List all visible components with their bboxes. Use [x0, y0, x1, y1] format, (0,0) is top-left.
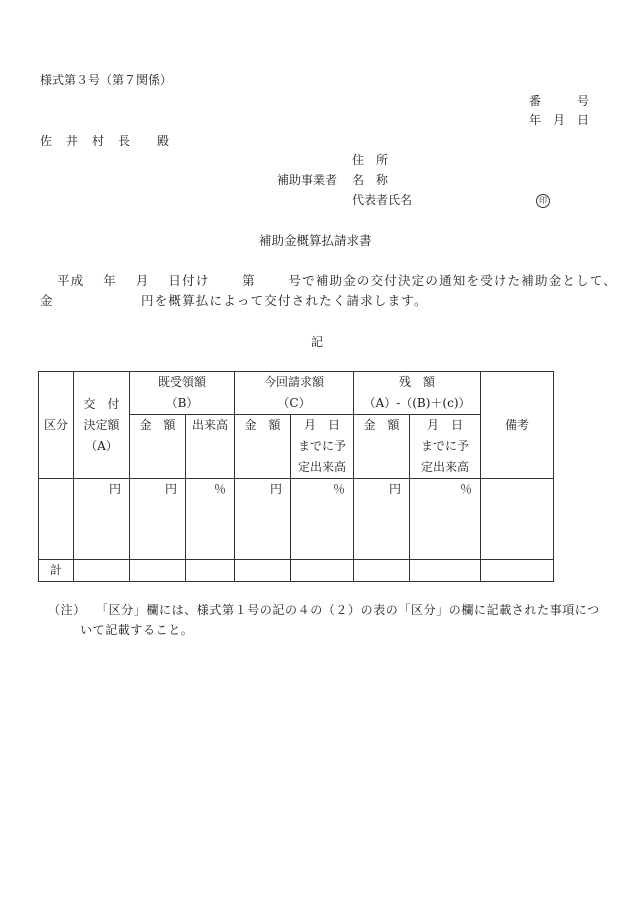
- kofu-header: [74, 415, 130, 479]
- zan-yotei-line3: 定出来高: [421, 460, 470, 474]
- note-label: （注）: [48, 603, 86, 617]
- address-label: 住 所: [352, 153, 389, 167]
- kiju-title: 既受領額: [158, 375, 207, 389]
- zan-yotei-line1: 月 日: [427, 418, 464, 432]
- zan-yotei-line2: までに予: [421, 439, 470, 453]
- kofu-header-top: [74, 372, 130, 415]
- konkai-kingaku-unit: 円: [235, 479, 291, 560]
- date-label: 年 月 日: [529, 113, 590, 127]
- total-zan-yotei: [410, 560, 481, 582]
- amount-prefix: 金: [40, 293, 54, 308]
- biko-cell: [481, 479, 554, 560]
- table-row: [39, 479, 554, 560]
- request-body-line2: 円を概算払によって交付されたく請求します。: [141, 293, 428, 308]
- kiju-kingaku-header: 金 額: [130, 415, 186, 479]
- konkai-kingaku-header: 金 額: [235, 415, 291, 479]
- kubun-cell: [39, 479, 74, 560]
- total-kiju-dekidaka: [186, 560, 235, 582]
- total-kiju-kingaku: [130, 560, 186, 582]
- zan-kingaku-unit: 円: [354, 479, 410, 560]
- kofu-label-line3: （A）: [85, 438, 118, 453]
- name-label: 名 称: [352, 173, 389, 187]
- kiju-code: （B）: [165, 396, 199, 410]
- request-body-line1: 平成 年 月 日付け 第 号で補助金の交付決定の通知を受けた補助金として、: [57, 273, 617, 288]
- zan-yotei-unit: ％: [410, 479, 481, 560]
- biko-label: 備考: [505, 417, 530, 432]
- konkai-header: [235, 372, 354, 415]
- kubun-top: [39, 372, 74, 415]
- ki-label: 記: [311, 335, 324, 349]
- konkai-yotei-header: [291, 415, 354, 479]
- seal-mark: [536, 192, 550, 208]
- representative-label: 代表者氏名: [352, 193, 413, 207]
- total-label: 計: [39, 560, 74, 582]
- zan-kingaku-header: 金 額: [354, 415, 410, 479]
- zan-formula: （A）-（(B)＋(c)）: [363, 396, 471, 410]
- document-number-label: 番 号: [529, 94, 590, 108]
- konkai-yotei-line2: までに予: [298, 439, 347, 453]
- note-line1: 「区分」欄には、様式第１号の記の４の（２）の表の「区分」の欄に記載された事項につ: [96, 603, 600, 617]
- konkai-yotei-unit: ％: [291, 479, 354, 560]
- zan-yotei-header: [410, 415, 481, 479]
- konkai-title: 今回請求額: [264, 375, 325, 389]
- kofu-label-line2: 決定額: [83, 417, 120, 432]
- total-konkai-yotei: [291, 560, 354, 582]
- form-number: 様式第３号（第７関係）: [40, 73, 173, 87]
- kiju-dekidaka-unit: ％: [186, 479, 235, 560]
- total-kofu: [74, 560, 130, 582]
- recipient: 佐 井 村 長 殿: [40, 134, 171, 148]
- konkai-yotei-line3: 定出来高: [298, 460, 347, 474]
- kubun-header: [39, 415, 74, 479]
- total-konkai-kingaku: [235, 560, 291, 582]
- biko-header: [481, 415, 554, 479]
- total-row: [39, 560, 554, 582]
- note-line2: いて記載すること。: [80, 623, 194, 637]
- claim-table: [38, 371, 554, 582]
- kiju-kingaku-unit: 円: [130, 479, 186, 560]
- seal-icon: 印: [536, 194, 550, 208]
- total-zan-kingaku: [354, 560, 410, 582]
- biko-top: [481, 372, 554, 415]
- zan-title: 残 額: [399, 375, 436, 389]
- kubun-label: 区分: [43, 417, 68, 432]
- konkai-yotei-line1: 月 日: [304, 418, 341, 432]
- kiju-dekidaka-header: 出来高: [186, 415, 235, 479]
- konkai-code: （C）: [277, 396, 311, 410]
- document-title: 補助金概算払請求書: [259, 233, 372, 248]
- kofu-label-line1: 交 付: [83, 396, 120, 411]
- total-biko: [481, 560, 554, 582]
- applicant-group-label: 補助事業者: [277, 173, 338, 187]
- kiju-header: [130, 372, 235, 415]
- zan-header: [354, 372, 481, 415]
- kofu-unit: 円: [74, 479, 130, 560]
